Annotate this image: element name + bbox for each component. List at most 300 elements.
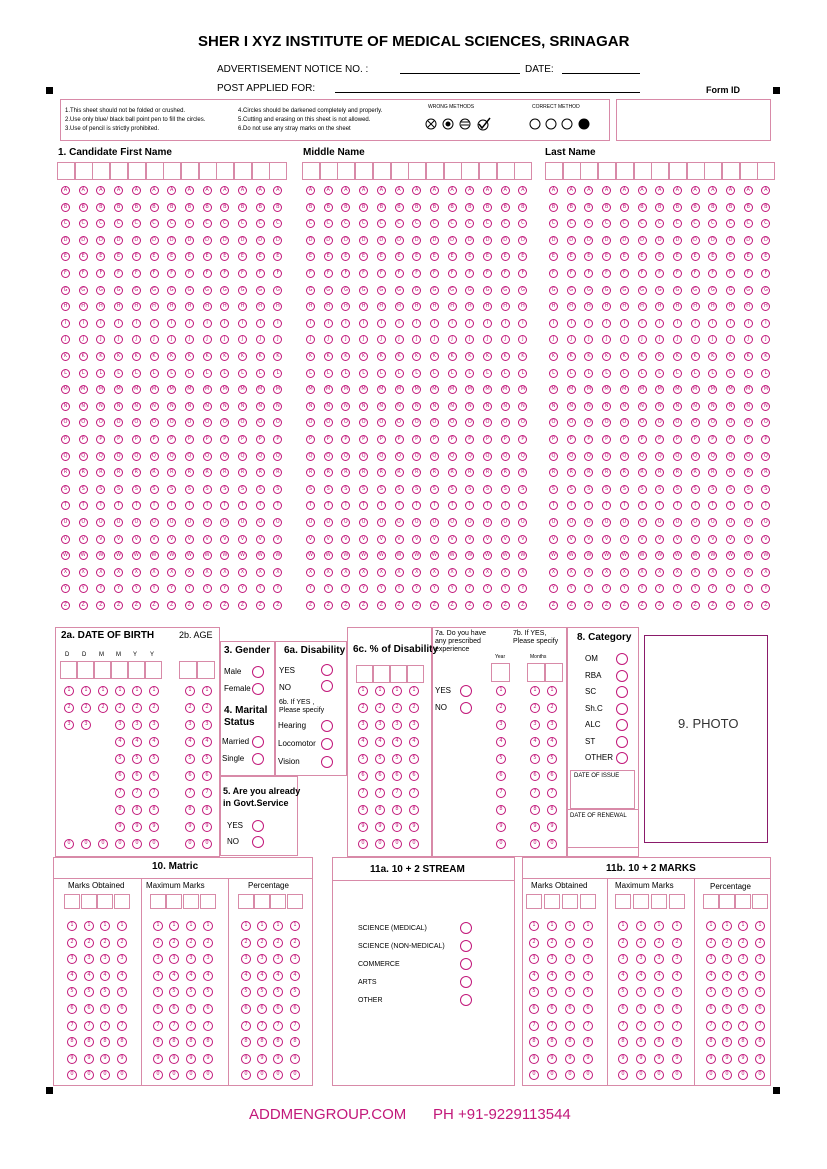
first-name-bubble[interactable]: E: [185, 252, 194, 261]
middle-name-bubble[interactable]: A: [448, 186, 457, 195]
middle-name-bubble[interactable]: R: [430, 468, 439, 477]
matric-bubble[interactable]: 5: [290, 987, 300, 997]
middle-name-bubble[interactable]: V: [324, 535, 333, 544]
last-name-bubble[interactable]: Y: [638, 584, 647, 593]
first-name-bubble[interactable]: X: [273, 568, 282, 577]
first-name-bubble[interactable]: P: [203, 435, 212, 444]
plus2-bubble[interactable]: 8: [636, 1037, 646, 1047]
last-name-bubble[interactable]: O: [567, 418, 576, 427]
last-name-bubble[interactable]: H: [549, 302, 558, 311]
first-name-bubble[interactable]: I: [79, 319, 88, 328]
middle-name-bubble[interactable]: M: [395, 385, 404, 394]
first-name-bubble[interactable]: R: [238, 468, 247, 477]
matric-bubble[interactable]: 0: [273, 1070, 283, 1080]
first-name-bubble[interactable]: U: [150, 518, 159, 527]
last-name-bubble[interactable]: R: [638, 468, 647, 477]
middle-name-bubble[interactable]: C: [377, 219, 386, 228]
middle-name-bubble[interactable]: L: [501, 369, 510, 378]
first-name-bubble[interactable]: M: [114, 385, 123, 394]
matric-bubble[interactable]: 2: [117, 938, 127, 948]
last-name-bubble[interactable]: D: [691, 236, 700, 245]
middle-name-bubble[interactable]: P: [448, 435, 457, 444]
first-name-bubble[interactable]: Y: [220, 584, 229, 593]
plus2-bubble[interactable]: 9: [547, 1054, 557, 1064]
disability-no-bubble[interactable]: [321, 680, 333, 692]
middle-name-bubble[interactable]: Q: [377, 452, 386, 461]
first-name-bubble[interactable]: Y: [150, 584, 159, 593]
plus2-bubble[interactable]: 6: [672, 1004, 682, 1014]
last-name-bubble[interactable]: U: [761, 518, 770, 527]
pct-disability-bubble[interactable]: 1: [358, 686, 368, 696]
last-name-bubble[interactable]: B: [584, 203, 593, 212]
experience-year-bubble[interactable]: 7: [496, 788, 506, 798]
middle-name-bubble[interactable]: N: [518, 402, 527, 411]
pct-disability-bubble[interactable]: 7: [409, 788, 419, 798]
first-name-bubble[interactable]: F: [150, 269, 159, 278]
middle-name-bubble[interactable]: G: [359, 286, 368, 295]
middle-name-bubble[interactable]: N: [395, 402, 404, 411]
middle-name-bubble[interactable]: Q: [518, 452, 527, 461]
middle-name-bubble[interactable]: Q: [306, 452, 315, 461]
plus2-bubble[interactable]: 9: [738, 1054, 748, 1064]
middle-name-bubble[interactable]: X: [341, 568, 350, 577]
stream-option-bubble[interactable]: [460, 922, 472, 934]
first-name-bubble[interactable]: T: [61, 501, 70, 510]
last-name-bubble[interactable]: C: [691, 219, 700, 228]
middle-name-bubble[interactable]: F: [412, 269, 421, 278]
middle-name-bubble[interactable]: G: [448, 286, 457, 295]
last-name-bubble[interactable]: Y: [584, 584, 593, 593]
middle-name-bubble[interactable]: E: [412, 252, 421, 261]
first-name-bubble[interactable]: U: [167, 518, 176, 527]
dob-bubble[interactable]: 3: [64, 720, 74, 730]
first-name-bubble[interactable]: J: [238, 335, 247, 344]
last-name-bubble[interactable]: O: [638, 418, 647, 427]
middle-name-bubble[interactable]: T: [483, 501, 492, 510]
pct-disability-bubble[interactable]: 0: [392, 839, 402, 849]
last-name-bubble[interactable]: G: [602, 286, 611, 295]
first-name-bubble[interactable]: E: [79, 252, 88, 261]
last-name-letter-box[interactable]: [757, 162, 775, 180]
middle-name-bubble[interactable]: G: [501, 286, 510, 295]
last-name-bubble[interactable]: W: [602, 551, 611, 560]
middle-name-bubble[interactable]: Q: [501, 452, 510, 461]
middle-name-bubble[interactable]: H: [448, 302, 457, 311]
last-name-bubble[interactable]: J: [673, 335, 682, 344]
age-bubble[interactable]: 5: [202, 754, 212, 764]
middle-name-bubble[interactable]: N: [377, 402, 386, 411]
age-digit-box[interactable]: [197, 661, 215, 679]
plus2-bubble[interactable]: 1: [618, 921, 628, 931]
last-name-bubble[interactable]: M: [549, 385, 558, 394]
last-name-bubble[interactable]: T: [549, 501, 558, 510]
first-name-bubble[interactable]: U: [114, 518, 123, 527]
first-name-bubble[interactable]: O: [96, 418, 105, 427]
first-name-bubble[interactable]: D: [167, 236, 176, 245]
first-name-bubble[interactable]: F: [132, 269, 141, 278]
last-name-bubble[interactable]: Q: [549, 452, 558, 461]
last-name-bubble[interactable]: Z: [673, 601, 682, 610]
middle-name-bubble[interactable]: G: [430, 286, 439, 295]
middle-name-bubble[interactable]: Y: [448, 584, 457, 593]
middle-name-bubble[interactable]: W: [306, 551, 315, 560]
middle-name-bubble[interactable]: B: [341, 203, 350, 212]
middle-name-bubble[interactable]: J: [324, 335, 333, 344]
category-other-bubble[interactable]: [616, 752, 628, 764]
last-name-bubble[interactable]: Y: [567, 584, 576, 593]
last-name-bubble[interactable]: B: [726, 203, 735, 212]
middle-name-bubble[interactable]: A: [501, 186, 510, 195]
first-name-bubble[interactable]: O: [203, 418, 212, 427]
middle-name-bubble[interactable]: E: [448, 252, 457, 261]
last-name-bubble[interactable]: N: [602, 402, 611, 411]
last-name-bubble[interactable]: K: [602, 352, 611, 361]
age-bubble[interactable]: 3: [202, 720, 212, 730]
matric-bubble[interactable]: 1: [241, 921, 251, 931]
last-name-bubble[interactable]: O: [602, 418, 611, 427]
first-name-bubble[interactable]: H: [220, 302, 229, 311]
last-name-bubble[interactable]: W: [638, 551, 647, 560]
last-name-bubble[interactable]: U: [691, 518, 700, 527]
matric-bubble[interactable]: 6: [290, 1004, 300, 1014]
first-name-bubble[interactable]: P: [61, 435, 70, 444]
first-name-bubble[interactable]: M: [132, 385, 141, 394]
last-name-bubble[interactable]: A: [744, 186, 753, 195]
first-name-bubble[interactable]: E: [61, 252, 70, 261]
matric-bubble[interactable]: 2: [203, 938, 213, 948]
first-name-bubble[interactable]: A: [256, 186, 265, 195]
matric-bubble[interactable]: 4: [67, 971, 77, 981]
plus2-bubble[interactable]: 6: [583, 1004, 593, 1014]
last-name-bubble[interactable]: A: [761, 186, 770, 195]
plus2-bubble[interactable]: 2: [547, 938, 557, 948]
first-name-bubble[interactable]: M: [167, 385, 176, 394]
last-name-bubble[interactable]: P: [655, 435, 664, 444]
first-name-bubble[interactable]: K: [96, 352, 105, 361]
first-name-bubble[interactable]: G: [220, 286, 229, 295]
middle-name-bubble[interactable]: S: [465, 485, 474, 494]
matric-bubble[interactable]: 3: [84, 954, 94, 964]
first-name-bubble[interactable]: Q: [238, 452, 247, 461]
first-name-bubble[interactable]: K: [220, 352, 229, 361]
middle-name-bubble[interactable]: A: [518, 186, 527, 195]
middle-name-letter-box[interactable]: [355, 162, 373, 180]
dob-bubble[interactable]: 3: [81, 720, 91, 730]
matric-bubble[interactable]: 5: [186, 987, 196, 997]
dob-bubble[interactable]: 2: [98, 703, 108, 713]
matric-bubble[interactable]: 2: [153, 938, 163, 948]
plus2-bubble[interactable]: 2: [654, 938, 664, 948]
last-name-bubble[interactable]: T: [584, 501, 593, 510]
last-name-bubble[interactable]: A: [708, 186, 717, 195]
experience-year-bubble[interactable]: 5: [496, 754, 506, 764]
middle-name-bubble[interactable]: V: [483, 535, 492, 544]
middle-name-bubble[interactable]: C: [465, 219, 474, 228]
dob-bubble[interactable]: 0: [98, 839, 108, 849]
middle-name-bubble[interactable]: J: [448, 335, 457, 344]
first-name-bubble[interactable]: R: [203, 468, 212, 477]
middle-name-bubble[interactable]: O: [518, 418, 527, 427]
last-name-bubble[interactable]: L: [584, 369, 593, 378]
middle-name-bubble[interactable]: P: [324, 435, 333, 444]
age-bubble[interactable]: 1: [185, 686, 195, 696]
last-name-bubble[interactable]: L: [602, 369, 611, 378]
dob-bubble[interactable]: 7: [115, 788, 125, 798]
pct-disability-bubble[interactable]: 2: [375, 703, 385, 713]
age-bubble[interactable]: 3: [185, 720, 195, 730]
pct-disability-bubble[interactable]: 6: [409, 771, 419, 781]
plus2-bubble[interactable]: 8: [618, 1037, 628, 1047]
first-name-letter-box[interactable]: [269, 162, 287, 180]
pct-disability-bubble[interactable]: 2: [358, 703, 368, 713]
middle-name-bubble[interactable]: Q: [359, 452, 368, 461]
last-name-bubble[interactable]: Y: [726, 584, 735, 593]
plus2-digit-box[interactable]: [703, 894, 719, 909]
first-name-bubble[interactable]: X: [61, 568, 70, 577]
matric-bubble[interactable]: 9: [203, 1054, 213, 1064]
last-name-bubble[interactable]: S: [691, 485, 700, 494]
first-name-bubble[interactable]: R: [114, 468, 123, 477]
first-name-bubble[interactable]: A: [203, 186, 212, 195]
last-name-bubble[interactable]: R: [691, 468, 700, 477]
last-name-bubble[interactable]: U: [567, 518, 576, 527]
middle-name-bubble[interactable]: H: [483, 302, 492, 311]
middle-name-bubble[interactable]: C: [501, 219, 510, 228]
first-name-bubble[interactable]: W: [61, 551, 70, 560]
last-name-bubble[interactable]: F: [638, 269, 647, 278]
first-name-bubble[interactable]: C: [238, 219, 247, 228]
last-name-bubble[interactable]: U: [744, 518, 753, 527]
pct-disability-bubble[interactable]: 7: [358, 788, 368, 798]
first-name-bubble[interactable]: J: [150, 335, 159, 344]
middle-name-bubble[interactable]: N: [306, 402, 315, 411]
middle-name-bubble[interactable]: P: [306, 435, 315, 444]
last-name-bubble[interactable]: R: [549, 468, 558, 477]
last-name-bubble[interactable]: X: [655, 568, 664, 577]
experience-month-bubble[interactable]: 2: [530, 703, 540, 713]
plus2-bubble[interactable]: 4: [583, 971, 593, 981]
category-om-bubble[interactable]: [616, 653, 628, 665]
last-name-bubble[interactable]: R: [744, 468, 753, 477]
plus2-digit-box[interactable]: [580, 894, 596, 909]
middle-name-bubble[interactable]: A: [377, 186, 386, 195]
plus2-bubble[interactable]: 6: [755, 1004, 765, 1014]
first-name-bubble[interactable]: Z: [167, 601, 176, 610]
first-name-bubble[interactable]: D: [150, 236, 159, 245]
matric-digit-box[interactable]: [64, 894, 80, 909]
matric-bubble[interactable]: 4: [186, 971, 196, 981]
first-name-letter-box[interactable]: [252, 162, 270, 180]
matric-bubble[interactable]: 9: [67, 1054, 77, 1064]
last-name-bubble[interactable]: G: [549, 286, 558, 295]
first-name-bubble[interactable]: A: [167, 186, 176, 195]
middle-name-bubble[interactable]: J: [306, 335, 315, 344]
middle-name-bubble[interactable]: N: [430, 402, 439, 411]
first-name-bubble[interactable]: P: [273, 435, 282, 444]
middle-name-bubble[interactable]: I: [306, 319, 315, 328]
pct-disability-box[interactable]: [390, 665, 407, 683]
last-name-bubble[interactable]: I: [567, 319, 576, 328]
plus2-bubble[interactable]: 8: [755, 1037, 765, 1047]
first-name-bubble[interactable]: D: [220, 236, 229, 245]
plus2-bubble[interactable]: 7: [672, 1021, 682, 1031]
last-name-bubble[interactable]: G: [691, 286, 700, 295]
experience-year-bubble[interactable]: 8: [496, 805, 506, 815]
last-name-bubble[interactable]: R: [726, 468, 735, 477]
last-name-bubble[interactable]: H: [761, 302, 770, 311]
last-name-bubble[interactable]: S: [726, 485, 735, 494]
matric-bubble[interactable]: 6: [203, 1004, 213, 1014]
middle-name-bubble[interactable]: K: [359, 352, 368, 361]
first-name-bubble[interactable]: J: [185, 335, 194, 344]
middle-name-bubble[interactable]: K: [306, 352, 315, 361]
first-name-bubble[interactable]: L: [238, 369, 247, 378]
middle-name-bubble[interactable]: M: [501, 385, 510, 394]
plus2-bubble[interactable]: 1: [547, 921, 557, 931]
last-name-bubble[interactable]: S: [602, 485, 611, 494]
first-name-bubble[interactable]: W: [150, 551, 159, 560]
first-name-bubble[interactable]: P: [220, 435, 229, 444]
experience-month-bubble[interactable]: 1: [530, 686, 540, 696]
last-name-bubble[interactable]: T: [691, 501, 700, 510]
first-name-bubble[interactable]: I: [185, 319, 194, 328]
matric-bubble[interactable]: 5: [153, 987, 163, 997]
plus2-bubble[interactable]: 0: [583, 1070, 593, 1080]
middle-name-bubble[interactable]: V: [448, 535, 457, 544]
plus2-bubble[interactable]: 9: [654, 1054, 664, 1064]
last-name-bubble[interactable]: N: [744, 402, 753, 411]
middle-name-bubble[interactable]: E: [377, 252, 386, 261]
first-name-bubble[interactable]: Q: [132, 452, 141, 461]
experience-month-bubble[interactable]: 9: [547, 822, 557, 832]
disability-locomotor-bubble[interactable]: [321, 738, 333, 750]
first-name-bubble[interactable]: N: [185, 402, 194, 411]
middle-name-bubble[interactable]: Y: [483, 584, 492, 593]
matric-bubble[interactable]: 1: [100, 921, 110, 931]
first-name-bubble[interactable]: H: [132, 302, 141, 311]
first-name-letter-box[interactable]: [146, 162, 164, 180]
last-name-bubble[interactable]: E: [620, 252, 629, 261]
middle-name-bubble[interactable]: J: [465, 335, 474, 344]
age-bubble[interactable]: 8: [202, 805, 212, 815]
plus2-bubble[interactable]: 1: [755, 921, 765, 931]
first-name-bubble[interactable]: Q: [256, 452, 265, 461]
pct-disability-bubble[interactable]: 3: [392, 720, 402, 730]
matric-bubble[interactable]: 8: [203, 1037, 213, 1047]
middle-name-bubble[interactable]: M: [324, 385, 333, 394]
middle-name-bubble[interactable]: F: [306, 269, 315, 278]
first-name-bubble[interactable]: S: [96, 485, 105, 494]
last-name-bubble[interactable]: B: [708, 203, 717, 212]
middle-name-bubble[interactable]: B: [518, 203, 527, 212]
first-name-bubble[interactable]: R: [150, 468, 159, 477]
dob-bubble[interactable]: 4: [115, 737, 125, 747]
plus2-bubble[interactable]: 7: [529, 1021, 539, 1031]
dob-digit-box[interactable]: [60, 661, 77, 679]
first-name-bubble[interactable]: Z: [79, 601, 88, 610]
middle-name-bubble[interactable]: N: [324, 402, 333, 411]
age-bubble[interactable]: 6: [202, 771, 212, 781]
first-name-bubble[interactable]: T: [203, 501, 212, 510]
last-name-bubble[interactable]: W: [708, 551, 717, 560]
first-name-bubble[interactable]: U: [273, 518, 282, 527]
matric-bubble[interactable]: 2: [290, 938, 300, 948]
first-name-bubble[interactable]: T: [167, 501, 176, 510]
last-name-bubble[interactable]: F: [584, 269, 593, 278]
dob-bubble[interactable]: 0: [132, 839, 142, 849]
first-name-bubble[interactable]: A: [185, 186, 194, 195]
form-id-box[interactable]: [616, 99, 771, 141]
middle-name-bubble[interactable]: D: [324, 236, 333, 245]
matric-bubble[interactable]: 8: [67, 1037, 77, 1047]
last-name-bubble[interactable]: C: [549, 219, 558, 228]
first-name-bubble[interactable]: K: [238, 352, 247, 361]
first-name-bubble[interactable]: L: [256, 369, 265, 378]
first-name-letter-box[interactable]: [181, 162, 199, 180]
last-name-bubble[interactable]: M: [761, 385, 770, 394]
middle-name-bubble[interactable]: U: [377, 518, 386, 527]
last-name-bubble[interactable]: Q: [691, 452, 700, 461]
middle-name-bubble[interactable]: V: [395, 535, 404, 544]
first-name-bubble[interactable]: I: [220, 319, 229, 328]
middle-name-bubble[interactable]: C: [518, 219, 527, 228]
dob-digit-box[interactable]: [111, 661, 128, 679]
last-name-bubble[interactable]: J: [726, 335, 735, 344]
last-name-bubble[interactable]: P: [761, 435, 770, 444]
first-name-bubble[interactable]: N: [114, 402, 123, 411]
last-name-bubble[interactable]: L: [673, 369, 682, 378]
stream-option-bubble[interactable]: [460, 976, 472, 988]
middle-name-bubble[interactable]: I: [359, 319, 368, 328]
last-name-bubble[interactable]: U: [620, 518, 629, 527]
middle-name-bubble[interactable]: R: [377, 468, 386, 477]
matric-bubble[interactable]: 7: [186, 1021, 196, 1031]
last-name-bubble[interactable]: D: [744, 236, 753, 245]
middle-name-bubble[interactable]: K: [377, 352, 386, 361]
last-name-bubble[interactable]: E: [602, 252, 611, 261]
matric-bubble[interactable]: 1: [169, 921, 179, 931]
middle-name-bubble[interactable]: C: [359, 219, 368, 228]
middle-name-bubble[interactable]: I: [412, 319, 421, 328]
middle-name-bubble[interactable]: O: [341, 418, 350, 427]
last-name-bubble[interactable]: O: [655, 418, 664, 427]
govt-yes-bubble[interactable]: [252, 820, 264, 832]
last-name-bubble[interactable]: Z: [655, 601, 664, 610]
last-name-bubble[interactable]: F: [726, 269, 735, 278]
plus2-bubble[interactable]: 5: [672, 987, 682, 997]
matric-bubble[interactable]: 2: [84, 938, 94, 948]
pct-disability-bubble[interactable]: 0: [358, 839, 368, 849]
plus2-bubble[interactable]: 4: [755, 971, 765, 981]
marital-single-bubble[interactable]: [252, 753, 264, 765]
first-name-bubble[interactable]: B: [256, 203, 265, 212]
first-name-letter-box[interactable]: [128, 162, 146, 180]
first-name-bubble[interactable]: I: [61, 319, 70, 328]
last-name-bubble[interactable]: T: [726, 501, 735, 510]
pct-disability-bubble[interactable]: 9: [375, 822, 385, 832]
middle-name-bubble[interactable]: Z: [465, 601, 474, 610]
first-name-bubble[interactable]: T: [132, 501, 141, 510]
plus2-bubble[interactable]: 1: [565, 921, 575, 931]
last-name-bubble[interactable]: E: [708, 252, 717, 261]
pct-disability-bubble[interactable]: 7: [375, 788, 385, 798]
last-name-bubble[interactable]: J: [567, 335, 576, 344]
first-name-bubble[interactable]: Q: [79, 452, 88, 461]
matric-bubble[interactable]: 3: [290, 954, 300, 964]
matric-bubble[interactable]: 4: [153, 971, 163, 981]
matric-bubble[interactable]: 5: [84, 987, 94, 997]
matric-bubble[interactable]: 6: [241, 1004, 251, 1014]
